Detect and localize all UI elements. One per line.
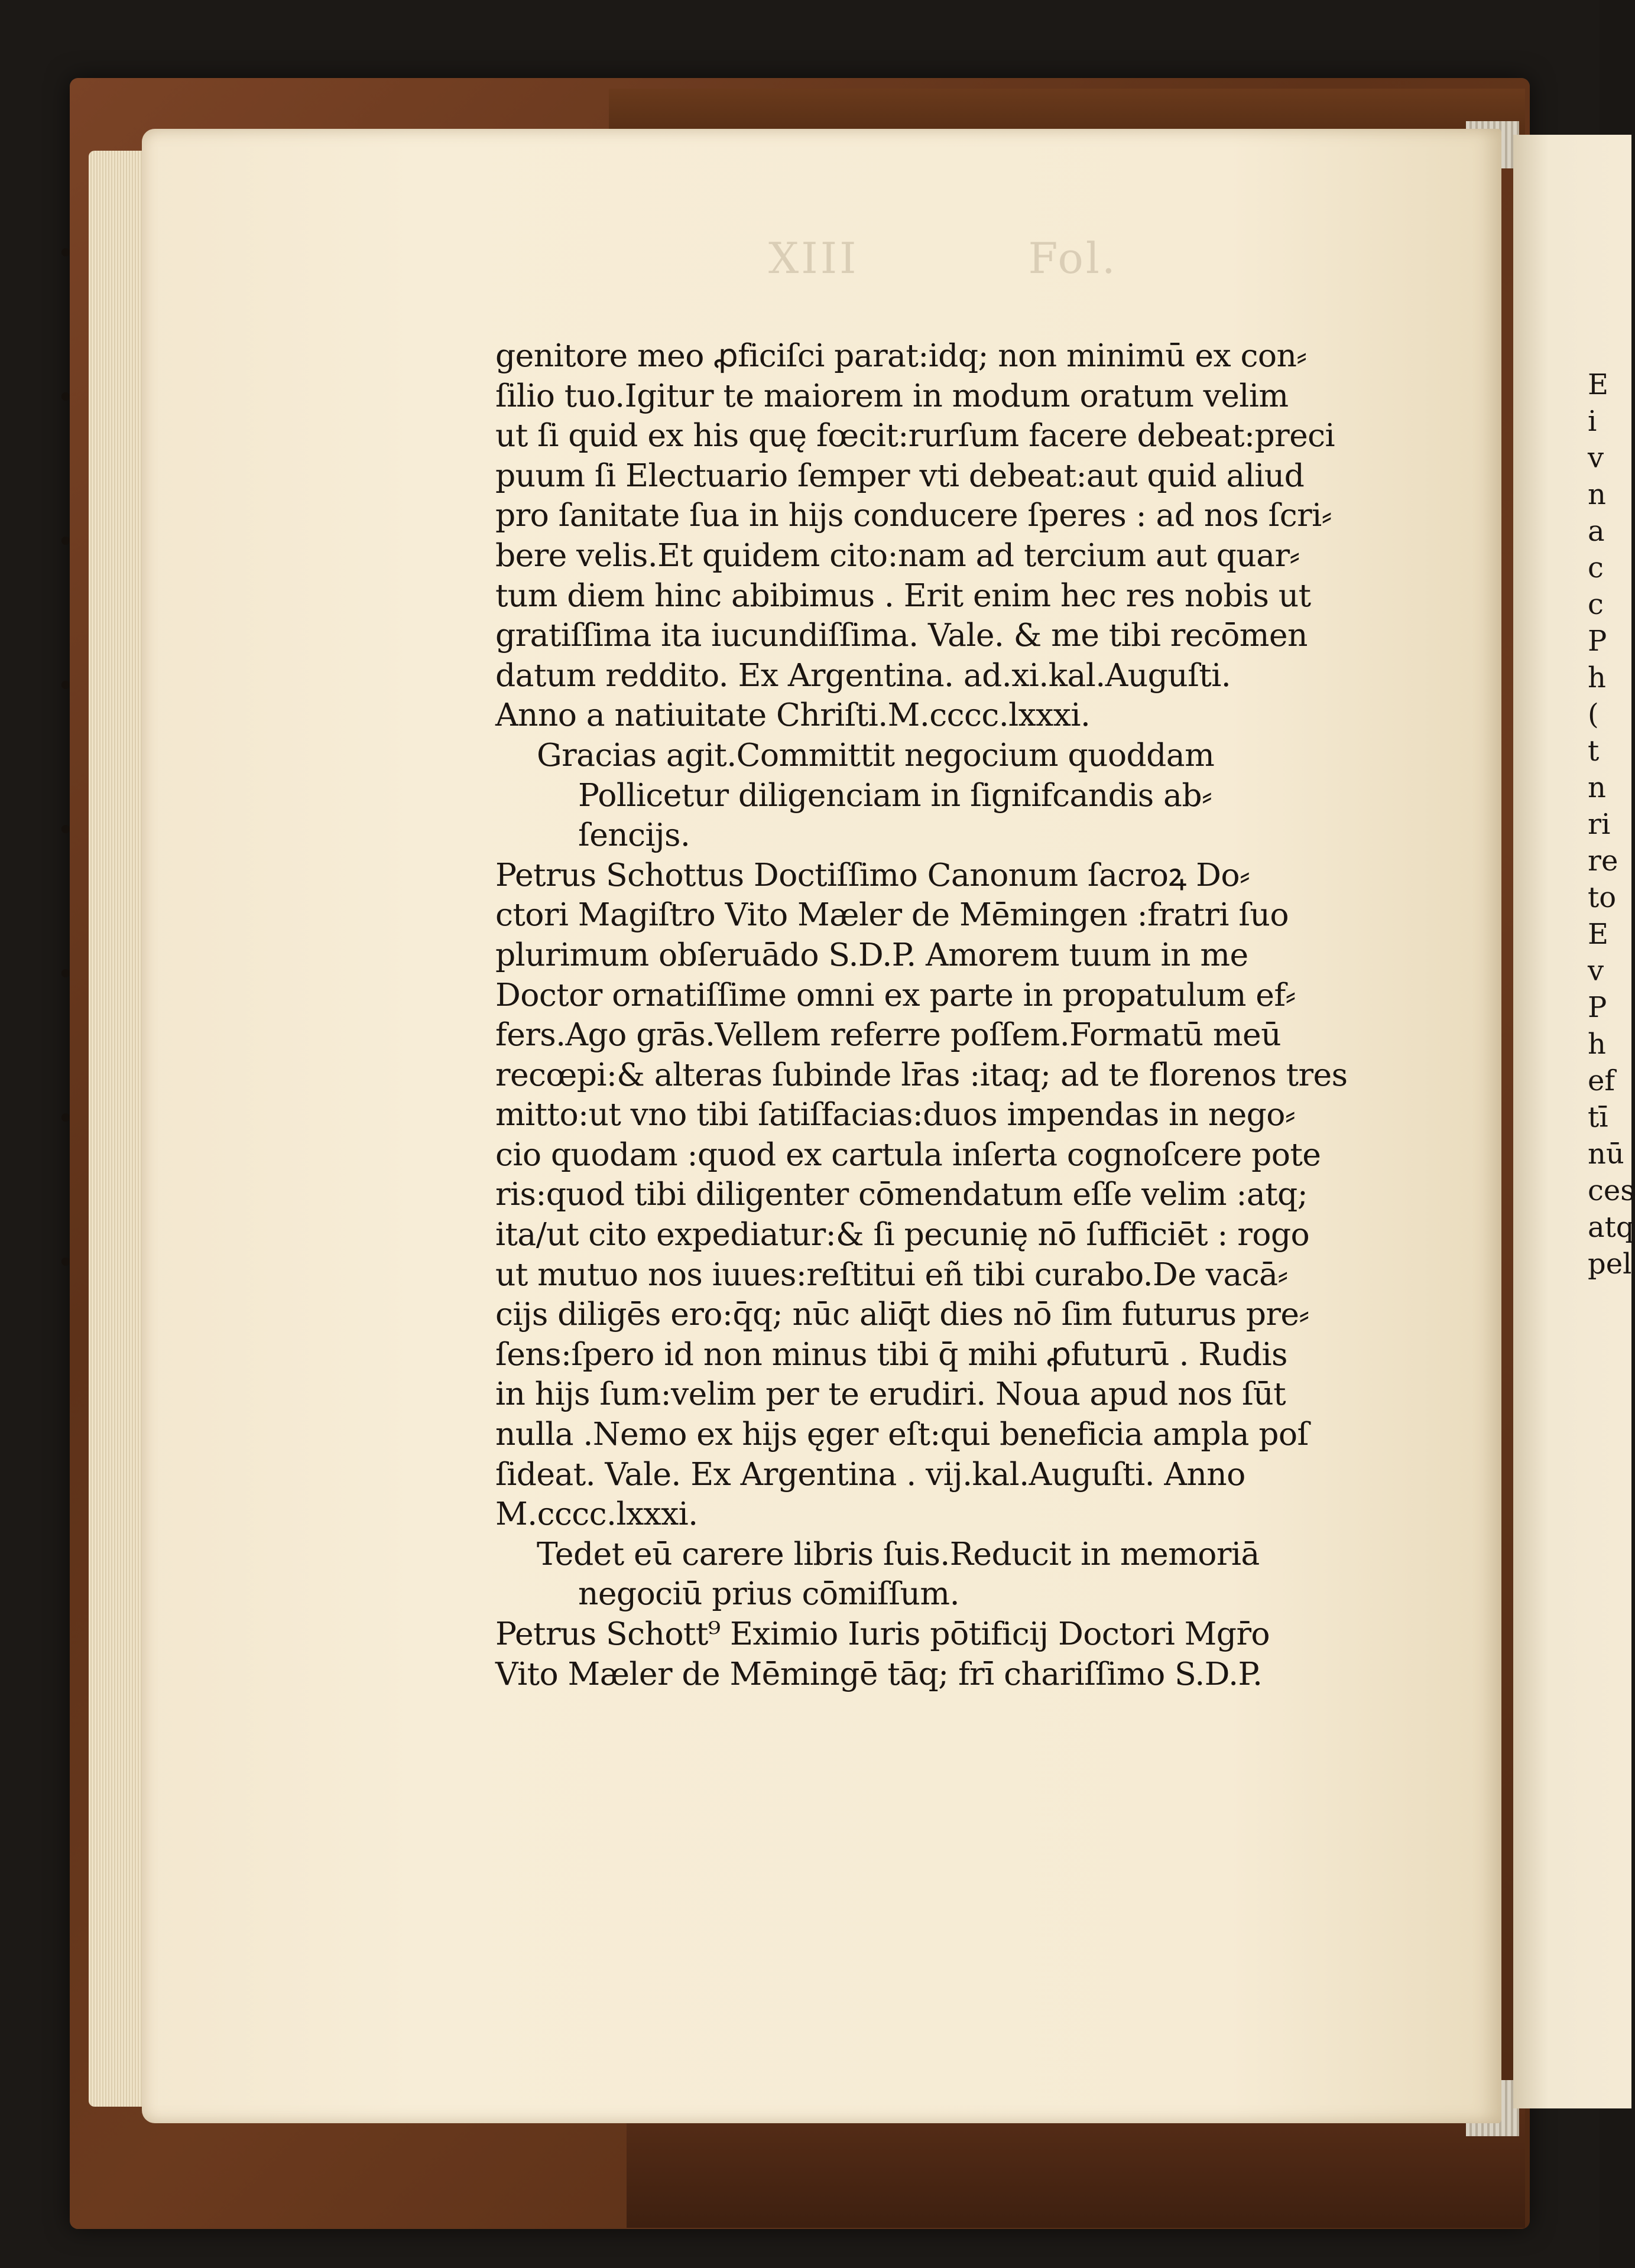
text-line: ita/ut cito expediatur:& ſi pecunię nō ſufficiēt : rogo <box>495 1216 1310 1253</box>
facing-fragment: i <box>1588 405 1597 438</box>
summary-line: ſencijs. <box>578 816 690 854</box>
facing-fragment: a <box>1588 515 1605 548</box>
text-line: nulla .Nemo ex hijs ęger eſt:qui beneficia ampla poſ <box>495 1415 1309 1453</box>
text-line: bere velis.Et quidem cito:nam ad tercium aut quar⸗ <box>495 536 1300 574</box>
sewing-hole <box>61 825 70 833</box>
facing-fragment: to <box>1588 881 1617 914</box>
summary-line: Pollicetur diligenciam in ſignifcandis ab⸗ <box>578 776 1212 814</box>
letter-2 <box>495 855 1347 1534</box>
letter-3 <box>495 1614 1347 1694</box>
summary-line: negociū prius cōmiſſum. <box>578 1575 959 1613</box>
sewing-hole <box>61 248 70 256</box>
facing-fragment: P <box>1588 625 1607 658</box>
folio-word: Fol. <box>1028 233 1118 283</box>
text-line: datum reddito. Ex Argentina. ad.xi.kal.Auguſti. <box>495 656 1231 694</box>
text-line: mitto:ut vno tibi ſatiſfacias:duos impendas in nego⸗ <box>495 1096 1296 1133</box>
text-line: Petrus Schott⁹ Eximio Iuris pōtificij Doctori Mgr̄o <box>495 1615 1270 1652</box>
facing-fragment: tī <box>1588 1101 1608 1134</box>
sewing-hole <box>61 537 70 545</box>
facing-fragment: P <box>1588 991 1607 1024</box>
facing-fragment: n <box>1588 478 1606 511</box>
facing-fragment: ( <box>1588 698 1599 731</box>
text-line: fers.Ago grās.Vellem referre poſſem.Formatū meū <box>495 1016 1281 1054</box>
facing-fragment: E <box>1588 918 1609 951</box>
sewing-holes <box>61 248 73 1402</box>
text-line: ris:quod tibi diligenter cōmendatum eſſe velim :atq; <box>495 1175 1308 1213</box>
text-line: cio quodam :quod ex cartula inſerta cognoſcere pote <box>495 1135 1321 1173</box>
text-line: ut ſi quid ex his quę fœcit:rurſum facere debeat:preci <box>495 417 1335 454</box>
text-line: Vito Mæler de Mēmingē tāq; frī chariſſimo S.D.P. <box>495 1655 1263 1692</box>
facing-fragment: ef <box>1588 1064 1615 1097</box>
facing-fragment: ces <box>1588 1174 1635 1207</box>
facing-page <box>1513 135 1635 2108</box>
facing-fragment: t <box>1588 735 1600 768</box>
text-line: puum ſi Electuario ſemper vti debeat:aut quid aliud <box>495 456 1305 494</box>
text-line: in hijs ſum:velim per te erudiri. Noua apud nos ſūt <box>495 1375 1286 1413</box>
summary-line: Tedet eū carere libris ſuis.Reducit in memoriā <box>537 1535 1260 1572</box>
summary-2 <box>495 1534 1347 1614</box>
facing-fragment: E <box>1588 368 1609 401</box>
letter-1 <box>495 336 1347 735</box>
text-line: M.cccc.lxxxi. <box>495 1495 698 1533</box>
folio-show-through <box>768 233 1118 283</box>
facing-fragment: n <box>1588 771 1606 804</box>
facing-fragment: v <box>1588 441 1604 475</box>
sewing-hole <box>61 681 70 689</box>
folio-number: XIII <box>768 233 859 283</box>
facing-fragment: h <box>1588 1028 1606 1061</box>
text-line: pro ſanitate ſua in hijs conducere ſperes : ad nos ſcri⸗ <box>495 496 1332 534</box>
facing-fragment: nū <box>1588 1138 1624 1171</box>
text-line: Doctor ornatiſſime omni ex parte in propatulum ef⸗ <box>495 976 1296 1013</box>
text-line: ut mutuo nos iuues:reſtitui eñ tibi curabo.De vacā⸗ <box>495 1255 1288 1293</box>
text-line: ctori Magiſtro Vito Mæler de Mēmingen :fratri ſuo <box>495 896 1289 934</box>
text-line: ſilio tuo.Igitur te maiorem in modum oratum velim <box>495 376 1289 414</box>
facing-fragment: pel <box>1588 1247 1632 1281</box>
text-line: Petrus Schottus Doctiſſimo Canonum ſacroꝝ Do⸗ <box>495 856 1250 893</box>
text-line: tum diem hinc abibimus . Erit enim hec res nobis ut <box>495 576 1311 614</box>
summary-1 <box>495 735 1347 855</box>
summary-line: Gracias agit.Committit negocium quoddam <box>537 736 1215 774</box>
facing-fragment: atq <box>1588 1211 1634 1244</box>
facing-fragment: re <box>1588 844 1618 878</box>
text-line: plurimum obſeruādo S.D.P. Amorem tuum in me <box>495 935 1248 973</box>
text-line: gratiſſima ita iucundiſſima. Vale. & me tibi recōmen <box>495 616 1308 654</box>
text-line: Anno a natiuitate Chriſti.M.cccc.lxxxi. <box>495 696 1091 734</box>
text-block <box>495 336 1347 1694</box>
sewing-hole <box>61 392 70 401</box>
sewing-hole <box>61 969 70 977</box>
text-line: ſens:ſpero id non minus tibi q̄ mihi ꝓfuturū . Rudis <box>495 1335 1287 1373</box>
facing-fragment: h <box>1588 661 1606 694</box>
text-line: cijs diligēs ero:q̄q; nūc aliq̄t dies nō ſim futurus pre⸗ <box>495 1295 1309 1333</box>
sewing-hole <box>61 1113 70 1122</box>
facing-fragment: ri <box>1588 808 1611 841</box>
facing-fragment: v <box>1588 954 1604 987</box>
text-line: genitore meo ꝓficiſci parat:idq; non minimū ex con⸗ <box>495 337 1307 374</box>
facing-fragment: c <box>1588 588 1604 621</box>
text-line: recœpi:& alteras ſubinde lr̄as :itaq; ad te florenos tres <box>495 1055 1348 1093</box>
sewing-hole <box>61 1258 70 1266</box>
facing-page-text <box>1588 366 1635 1282</box>
facing-fragment: c <box>1588 551 1604 584</box>
text-line: ſideat. Vale. Ex Argentina . vij.kal.Auguſti. Anno <box>495 1455 1245 1493</box>
